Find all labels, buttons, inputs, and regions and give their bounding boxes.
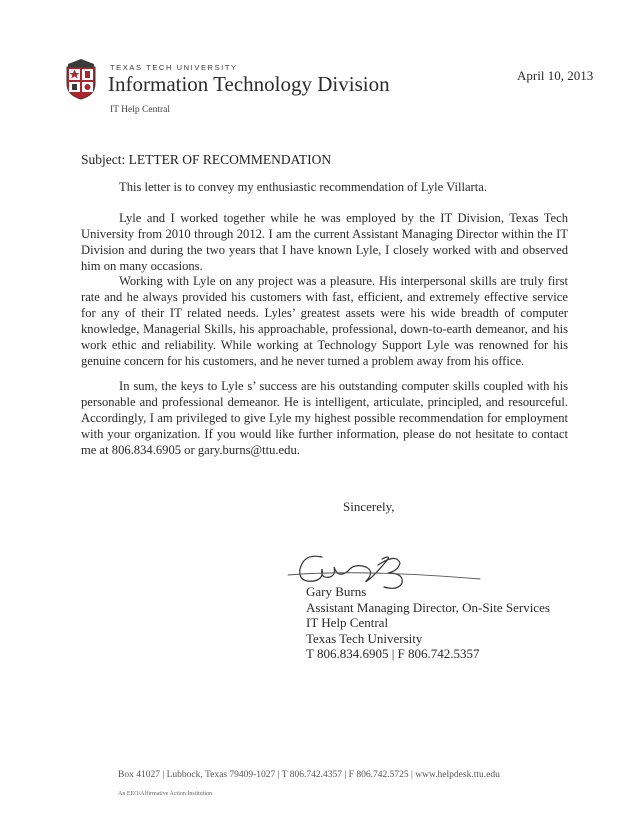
signer-title: Assistant Managing Director, On-Site Services [306, 599, 550, 615]
footer-eeo-statement: An EEO/Affirmative Action Institution [118, 791, 213, 797]
paragraph-summary: In sum, the keys to Lyle s’ success are his outstanding computer skills coupled with his personable and professional demeanor. He is intelligent, articulate, principled, and resourceful. Accordingly, I am privileged to give Lyle my highest possible recommendation for employment with your organization. If you would like further information, please do not hesitate to contact me at 806.834.6905 or gary.burns@ttu.edu. [81, 379, 568, 457]
signer-phones: T 806.834.6905 | F 806.742.5357 [306, 646, 480, 661]
division-name: Information Technology Division [108, 72, 390, 96]
letter-date: April 10, 2013 [517, 68, 594, 83]
closing: Sincerely, [343, 499, 395, 514]
subject-line: Subject: LETTER OF RECOMMENDATION [81, 152, 332, 167]
signature-block [306, 584, 550, 662]
signer-name: Gary Burns [306, 584, 367, 599]
paragraph-intro: This letter is to convey my enthusiastic recommendation of Lyle Villarta. [119, 180, 487, 194]
signer-university: Texas Tech University [306, 630, 423, 646]
department-name: IT Help Central [110, 105, 170, 115]
footer-address: Box 41027 | Lubbock, Texas 79409-1027 | T 806.742.4357 | F 806.742.5725 | www.helpdesk.ttu.edu [118, 770, 500, 780]
paragraph-background: Lyle and I worked together while he was employed by the IT Division, Texas Tech University from 2010 through 2012. I am the current Assistant Managing Director within the IT Division and during the two years that I have known Lyle, I closely worked with and observed him on many occasions. [81, 211, 568, 273]
paragraph-skills: Working with Lyle on any project was a pleasure. His interpersonal skills are truly first rate and he always provided his customers with fast, efficient, and extremely effective service for any of their IT related needs. Lyles’ greatest assets were his wide breadth of computer knowledge, Managerial Skills, his approachable, professional, down-to-earth demeanor, and his work ethic and reliability. While working at Technology Support Lyle was renowned for his genuine concern for his customers, and he never turned a problem away from his office. [81, 274, 568, 368]
university-name: TEXAS TECH UNIVERSITY [110, 63, 238, 72]
texas-tech-logo-icon [62, 58, 100, 100]
signer-department: IT Help Central [306, 615, 389, 630]
